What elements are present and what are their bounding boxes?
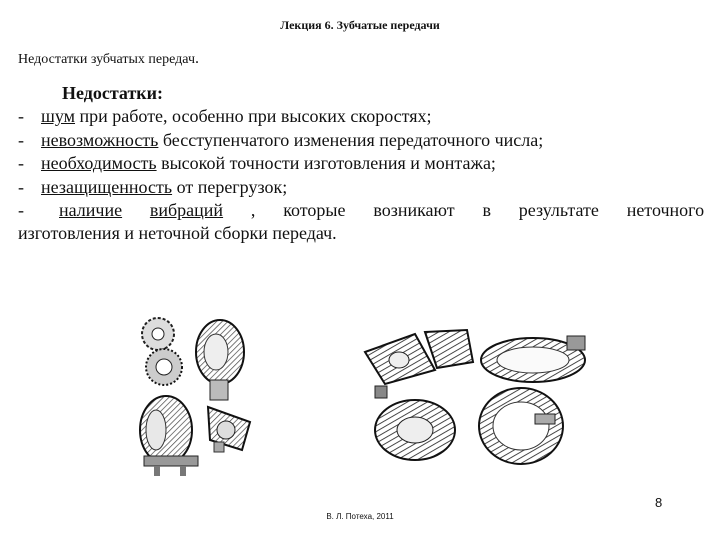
list-item xyxy=(18,129,704,152)
subtitle-dot: . xyxy=(195,50,199,67)
word: которые xyxy=(283,200,346,221)
word: возникают xyxy=(373,200,455,221)
list-item-term: невозможность xyxy=(41,129,159,150)
list-dash: - xyxy=(18,200,24,221)
list-dash: - xyxy=(18,129,24,150)
word: результате xyxy=(518,200,599,221)
word: наличие xyxy=(59,200,123,221)
gear-set-illustration xyxy=(118,312,258,484)
list-item-term: необходимость xyxy=(41,153,157,174)
list-item-continuation: изготовления и неточной сборки передач. xyxy=(18,223,337,244)
disadvantages-block xyxy=(18,82,704,246)
bevel-gear-illustration xyxy=(355,322,595,470)
list-item-vibration xyxy=(18,199,704,222)
list-dash: - xyxy=(18,153,24,174)
list-dash: - xyxy=(18,176,24,197)
list-item xyxy=(18,176,704,199)
word: в xyxy=(482,200,491,221)
word: неточного xyxy=(626,200,705,221)
list-item-text: от перегрузок; xyxy=(172,176,288,197)
lecture-header: Лекция 6. Зубчатые передачи xyxy=(280,18,440,32)
subtitle-text: Недостатки зубчатых передач xyxy=(18,52,195,67)
list-item-text: бесступенчатого изменения передаточного числа; xyxy=(158,129,544,150)
list-item xyxy=(18,152,704,175)
list-dash: - xyxy=(18,106,24,127)
word: , xyxy=(250,200,256,221)
footer-author: В. Л. Потеха, 2011 xyxy=(326,512,394,521)
list-item-text: при работе, особенно при высоких скоростях; xyxy=(75,106,432,127)
list-item xyxy=(18,105,704,128)
disadvantages-heading: Недостатки: xyxy=(62,83,164,103)
word: вибраций xyxy=(149,200,224,221)
list-item-text xyxy=(41,199,704,222)
list-item-term: шум xyxy=(41,106,76,127)
list-item-term: незащищенность xyxy=(41,176,173,197)
list-item-text: высокой точности изготовления и монтажа; xyxy=(156,153,496,174)
page-number: 8 xyxy=(655,495,663,510)
slide-subtitle xyxy=(18,50,199,68)
